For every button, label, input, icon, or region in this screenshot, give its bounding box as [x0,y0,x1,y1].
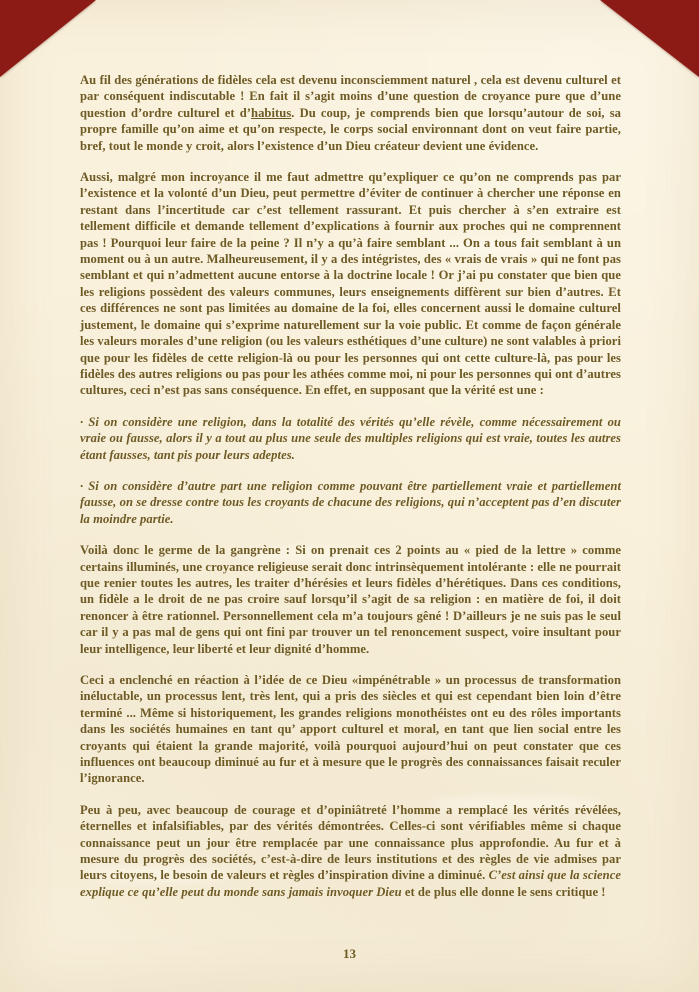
text-segment: habitus [251,105,292,120]
text-segment: · Si on considère d’autre part une religion comme pouvant être partiellement vraie et partiellement fausse, on se dresse contre tous les croyants de chacune des religions, qui n’acceptent pas d’en discuter la moindre partie. [80,478,621,526]
corner-decoration-top-left [0,0,96,77]
text-segment: Voilà donc le germe de la gangrène : Si on prenait ces 2 points au « pied de la lettre » comme certains illuminés, une croyance religieuse serait donc intrinsèquement intolérante : elle ne pourrait que renier toutes les autres, les traiter d’hérésies et leurs fidèles d’hérétiques. Dans ces conditions, un fidèle a le droit de ne pas croire sauf lorsqu’il s’agit de sa religion : en matière de foi, il doit renoncer à être rationnel. Personnellement cela m’a toujours gêné ! D’ailleurs je ne suis pas le seul car il y a pas mal de gens qui ont fini par trouver un tel renoncement suspect, voire insultant pour leur intelligence, leur liberté et leur dignité d’homme. [80,543,621,656]
page-number: 13 [343,946,356,961]
paragraph [80,414,621,463]
text-segment: Ceci a enclenché en réaction à l’idée de ce Dieu «impénétrable » un processus de transformation inéluctable, un processus lent, très lent, qui a pris des siècles et qui est cependant bien loin d’être terminé ... Même si historiquement, les grandes religions monothéistes ont eu des rôles importants dans les sociétés humaines en tant qu’ apport culturel et moral, en tant que lien social entre les croyants qui étaient la grande majorité, voilà pourquoi aujourd’hui on peut constater que ces influences ont beaucoup diminué au fur et à mesure que le progrès des connaissances faisait reculer l’ignorance. [80,673,621,786]
paragraph [80,72,621,154]
text-segment: Aussi, malgré mon incroyance il me faut admettre qu’expliquer ce qu’on ne comprends pas par l’existence et la volonté d’un Dieu, peut permettre d’éviter de continuer à chercher une réponse en restant dans l’incertitude car c’est tellement rassurant. Et puis chercher à s’en extraire est tellement difficile et demande tellement d’explications à fournir aux proches qui ne comprennent pas ! Pourquoi leur faire de la peine ? Il n’y a qu’à faire semblant ... On a tous fait semblant à un moment ou à un autre. Malheureusement, il y a des intégristes, des « vrais de vrais » qui ne font pas semblant et qui n’admettent aucune entorse à la doctrine locale ! Or j’ai pu constater que bien que les religions possèdent des valeurs communes, leurs enseignements diffèrent sur bien d’autres. Et ces différences ne sont pas limitées au domaine de la foi, elles concernent aussi le domaine culturel justement, le domaine qui s’exprime naturellement sur la voie public. Et comme de façon générale les valeurs morales d’une religion (ou les valeurs esthétiques d’une culture) ne sont valables à priori que pour les fidèles de cette religion-là ou pour les personnes qui ont cette culture-là, pas pour les fidèles des autres religions ou pas pour les athées comme moi, ni pour les personnes qui ont d’autres cultures, ceci n’est pas sans conséquence. En effet, en supposant que la vérité est une : [80,170,621,398]
text-segment: C’est ainsi que la science explique ce qu’elle peut du monde sans jamais invoquer Dieu [80,868,621,899]
paragraph [80,802,621,900]
text-segment: . Du coup, je comprends bien que lorsqu’autour de soi, sa propre famille qu’on aime et qu’on respecte, le corps social environnant dont on veut faire partie, bref, tout le monde y croit, alors l’existence d’un Dieu créateur devient une évidence. [80,105,621,153]
text-segment: Peu à peu, avec beaucoup de courage et d’opiniâtreté l’homme a remplacé les vérités révélées, éternelles et infalsifiables, par des vérités démontrées. Celles-ci sont vérifiables même si chaque connaissance peut un jour être remplacée par une connaissance plus approfondie. Au fur et à mesure du progrès des sociétés, c’est-à-dire de leurs institutions et des règles de vie admises par leurs citoyens, le besoin de valeurs et règles d’inspiration divine a diminué. [80,802,621,883]
text-segment: et de plus elle donne le sens critique ! [401,884,606,899]
paragraph [80,169,621,399]
paragraph [80,478,621,527]
paragraph [80,672,621,787]
corner-decoration-top-right [600,0,699,77]
paragraph [80,542,621,657]
text-segment: Au fil des générations de fidèles cela est devenu inconsciemment naturel , cela est devenu culturel et par conséquent indiscutable ! En fait il s’agit moins d’une question de croyance pure que d’une question d’ordre culturel et d’ [80,73,621,120]
text-body [80,72,621,900]
text-segment: · Si on considère une religion, dans la totalité des vérités qu’elle révèle, comme nécessairement ou vraie ou fausse, alors il y a tout au plus une seule des multiples religions qui est vraie, toutes les autres étant fausses, tant pis pour leurs adeptes. [80,414,621,462]
